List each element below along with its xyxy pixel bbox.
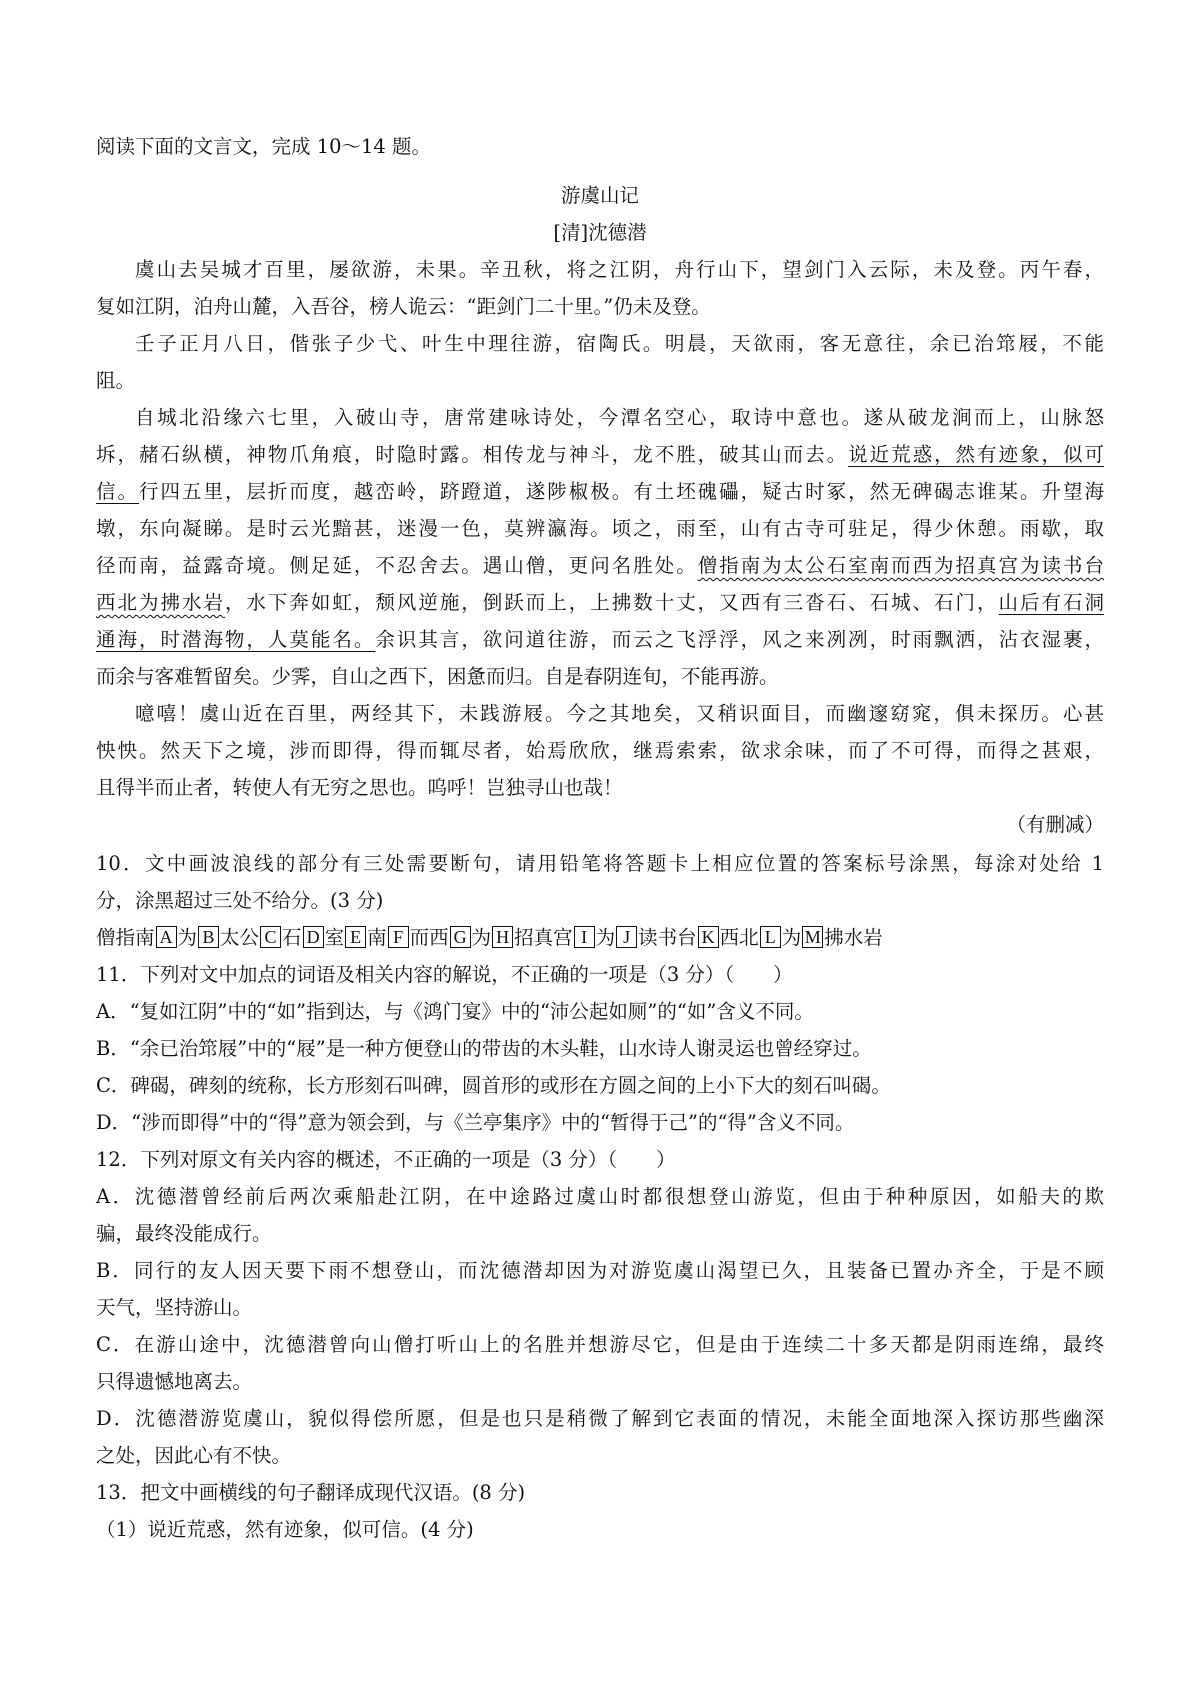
question-10 [96,845,1104,956]
question-12-option-d: D．沈德潜游览虞山，貌似得偿所愿，但是也只是稍微了解到它表面的情况，未能全面地深入探访那些幽深 [96,1407,1104,1430]
question-12-stem: 12．下列对原文有关内容的概述，不正确的一项是（3 分）（ ） [96,1148,676,1171]
segment-text: 为 [595,926,616,949]
question-12-option-b: B．同行的友人因天要下雨不想登山，而沈德潜却因为对游览虞山渴望已久，且装备已置办齐全，于是不顾 [96,1259,1104,1282]
question-11-stem: 11．下列对文中加点的词语及相关内容的解说，不正确的一项是（3 分）（ ） [96,963,793,986]
question-11 [96,956,1104,1141]
passage-line [96,473,1104,510]
underlined-sentence-1-end: 信。 [96,480,139,503]
segment-text: 太公 [220,926,260,949]
underlined-sentence-2-end: 通海，时潜海物，人莫能名。 [96,628,376,651]
passage-line [96,547,1104,584]
segment-text: 拂水岩 [824,926,883,949]
break-label-c: C [260,926,281,948]
passage-text: 行四五里，层折而度，越峦岭，跻蹬道，遂陟椒极。有土坯磈礧，疑古时冢，然无碑碣志谁某。升望海 [138,480,1104,503]
break-label-a: A [156,926,177,948]
passage-author: [清]沈德潜 [553,221,647,244]
passage-line: 虞山去吴城才百里，屡欲游，未果。辛丑秋，将之江阴，舟行山下，望剑门入云际，未及登。丙午春， [135,258,1104,281]
exam-page [96,128,1104,1548]
passage-line [96,621,1104,658]
question-11-option-a: A．“复如江阴”中的“如”指到达，与《鸿门宴》中的“沛公起如厕”的“如”含义不同。 [96,1000,814,1023]
segment-text: 为 [177,926,198,949]
question-12-option-a: A．沈德潜曾经前后两次乘船赴江阴，在中途路过虞山时都很想登山游览，但由于种种原因，如船夫的欺 [96,1185,1104,1208]
wavy-underlined-text: 僧指南为太公石室南而西为招真宫为读书台 [697,554,1104,577]
passage-line: 墩，东向凝睇。是时云光黯甚，迷漫一色，莫辨瀛海。顷之，雨至，山有古寺可驻足，得少休憩。雨歇，取 [96,517,1104,540]
question-12-option-d-cont: 之处，因此心有不快。 [96,1444,292,1467]
segment-text: 读书台 [638,926,697,949]
passage-text: ，水下奔如虹，颓风逆施，倒跃而上，上拂数十丈，又西有三沓石、石城、石门， [224,591,999,614]
passage-line: 自城北沿缘六七里，入破山寺，唐常建咏诗处，今潭名空心，取诗中意也。遂从破龙涧而上，山脉怒 [135,406,1104,429]
break-label-h: H [492,926,513,948]
segment-text: 僧指南 [96,926,155,949]
reading-instruction: 阅读下面的文言文，完成 10～14 题。 [96,135,432,158]
question-12-option-c: C．在游山途中，沈德潜曾向山僧打听山上的名胜并想游尽它，但是由于连续二十多天都是阴雨连绵，最终 [96,1333,1104,1356]
break-label-g: G [450,926,471,948]
passage-paragraph-1 [96,251,1104,325]
break-label-l: L [760,926,781,948]
question-12-option-b-cont: 天气，坚持游山。 [96,1296,253,1319]
question-13 [96,1474,1104,1548]
break-label-b: B [198,926,219,948]
underlined-sentence-1: 说近荒惑，然有迹象，似可 [848,443,1104,466]
passage-line [96,584,1104,621]
break-label-j: J [616,926,637,948]
break-label-f: F [388,926,409,948]
break-label-e: E [345,926,366,948]
question-12-option-c-cont: 只得遗憾地离去。 [96,1370,253,1393]
passage-paragraph-2 [96,325,1104,399]
segment-text: 招真宫 [514,926,573,949]
passage-line: 阻。 [96,369,136,392]
underlined-sentence-2: 山后有石洞 [998,591,1104,614]
passage-line: 怏怏。然天下之境，涉而即得，得而辄尽者，始焉欣欣，继焉索索，欲求余味，而了不可得，而得之甚艰， [96,739,1104,762]
passage-line: 而余与客难暂留矣。少霁，自山之西下，困惫而归。自是春阴连旬，不能再游。 [96,665,779,688]
passage-text: 余识其言，欲问道往游，而云之飞浮浮，风之来冽冽，时雨飘洒，沾衣湿裹， [375,628,1104,651]
passage-line: 壬子正月八日，偕张子少弋、叶生中理往游，宿陶氏。明晨，天欲雨，客无意往，余已治筇屐，不能 [135,332,1104,355]
question-11-option-c: C．碑碣，碑刻的统称，长方形刻石叫碑，圆首形的或形在方圆之间的上小下大的刻石叫碣。 [96,1074,891,1097]
question-10-stem: 10．文中画波浪线的部分有三处需要断句，请用铅笔将答题卡上相应位置的答案标号涂黑，每涂对处给 1 [96,852,1104,875]
segment-text: 室 [324,926,345,949]
passage-text: 坼，赭石纵横，神物爪角痕，时隐时露。相传龙与神斗，龙不胜，破其山而去。 [96,443,849,466]
passage-text: 径而南，益露奇境。侧足延，不忍舍去。遇山僧，更问名胜处。 [96,554,698,577]
passage-paragraph-3 [96,399,1104,695]
break-label-i: I [574,926,595,948]
abridged-note: （有删减） [1006,813,1104,836]
segment-text: 为 [781,926,802,949]
break-label-m: M [802,926,823,948]
segment-text: 石 [282,926,302,949]
passage-line: 复如江阴，泊舟山麓，入吾谷，榜人诡云：“距剑门二十里。”仍未及登。 [96,295,711,318]
passage-line: 且得半而止者，转使人有无穷之思也。呜呼！岂独寻山也哉！ [96,776,623,799]
passage-title: 游虞山记 [560,184,639,207]
question-10-segment-line [96,919,1104,956]
question-12 [96,1141,1104,1474]
question-12-option-a-cont: 骗，最终没能成行。 [96,1222,272,1245]
question-13-stem: 13．把文中画横线的句子翻译成现代汉语。(8 分) [96,1481,526,1504]
question-11-option-d: D．“涉而即得”中的“得”意为领会到，与《兰亭集序》中的“暂得于己”的“得”含义不同。 [96,1111,855,1134]
question-10-stem-cont: 分，涂黑超过三处不给分。(3 分) [96,889,384,912]
passage-paragraph-4 [96,695,1104,806]
passage-line [96,436,1104,473]
passage-line: 噫嘻！虞山近在百里，两经其下，未践游屐。今之其地矣，又稍识面目，而幽邃窈窕，俱未探历。心甚 [135,702,1104,725]
wavy-underlined-text-end: 西北为拂水岩 [96,591,225,614]
segment-text: 而西 [409,926,449,949]
break-label-k: K [698,926,719,948]
question-11-option-b: B．“余已治筇屐”中的“屐”是一种方便登山的带齿的木头鞋，山水诗人谢灵运也曾经穿过。 [96,1037,872,1060]
segment-text: 南 [367,926,387,949]
break-label-d: D [303,926,324,948]
question-13-sub-1: （1）说近荒惑，然有迹象，似可信。(4 分) [96,1518,474,1541]
segment-text: 为 [471,926,492,949]
segment-text: 西北 [719,926,759,949]
